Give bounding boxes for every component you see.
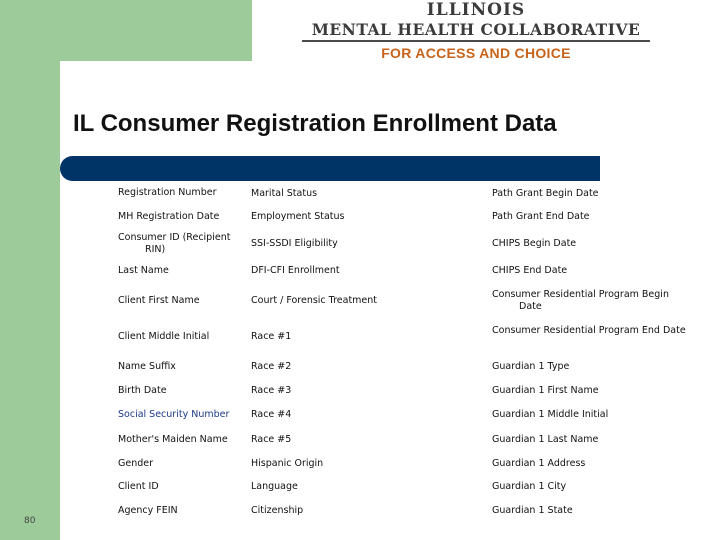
field-item: Guardian 1 Address: [492, 458, 586, 469]
field-item: Guardian 1 First Name: [492, 385, 599, 396]
page-number: 80: [24, 516, 36, 526]
field-item: Guardian 1 Last Name: [492, 434, 599, 445]
field-item: Consumer ID (Recipient RIN): [118, 232, 231, 255]
field-item: Social Security Number: [118, 409, 230, 420]
logo-line-illinois: ILLINOIS: [426, 0, 526, 20]
field-item: Name Suffix: [118, 361, 176, 372]
field-item: Gender: [118, 458, 154, 469]
field-item: Race #4: [251, 409, 292, 420]
field-item: Client First Name: [118, 295, 200, 306]
field-item: Consumer Residential Program Begin Date: [492, 289, 669, 312]
field-item: Citizenship: [251, 505, 304, 516]
field-item: Guardian 1 Type: [492, 361, 570, 372]
field-item: Last Name: [118, 265, 169, 276]
field-item: Marital Status: [251, 188, 318, 199]
field-item: Race #5: [251, 434, 292, 445]
field-item: Path Grant End Date: [492, 211, 590, 222]
field-item: Race #1: [251, 331, 292, 342]
field-item: Guardian 1 State: [492, 505, 573, 516]
field-item: Race #2: [251, 361, 292, 372]
field-item: Employment Status: [251, 211, 345, 222]
field-item: Client Middle Initial: [118, 331, 210, 342]
field-item: Birth Date: [118, 385, 167, 396]
field-item: Hispanic Origin: [251, 458, 324, 469]
field-item: Language: [251, 481, 298, 492]
field-item: Registration Number: [118, 187, 217, 198]
field-item: Agency FEIN: [118, 505, 178, 516]
field-item: DFI-CFI Enrollment: [251, 265, 340, 276]
logo-line-mhc: MENTAL HEALTH COLLABORATIVE: [311, 20, 641, 39]
logo-tagline: FOR ACCESS AND CHOICE: [381, 45, 571, 61]
field-item: MH Registration Date: [118, 211, 220, 222]
field-item: Path Grant Begin Date: [492, 188, 599, 199]
field-item: Client ID: [118, 481, 159, 492]
field-item: Consumer Residential Program End Date: [492, 325, 686, 336]
field-item: SSI-SSDI Eligibility: [251, 238, 338, 249]
field-item: CHIPS End Date: [492, 265, 568, 276]
field-item: CHIPS Begin Date: [492, 238, 577, 249]
field-item: Guardian 1 City: [492, 481, 567, 492]
field-item: Court / Forensic Treatment: [251, 295, 378, 306]
slide-title: IL Consumer Registration Enrollment Data: [73, 110, 557, 137]
field-item: Mother's Maiden Name: [118, 434, 228, 445]
field-item: Guardian 1 Middle Initial: [492, 409, 609, 420]
field-item: Race #3: [251, 385, 292, 396]
